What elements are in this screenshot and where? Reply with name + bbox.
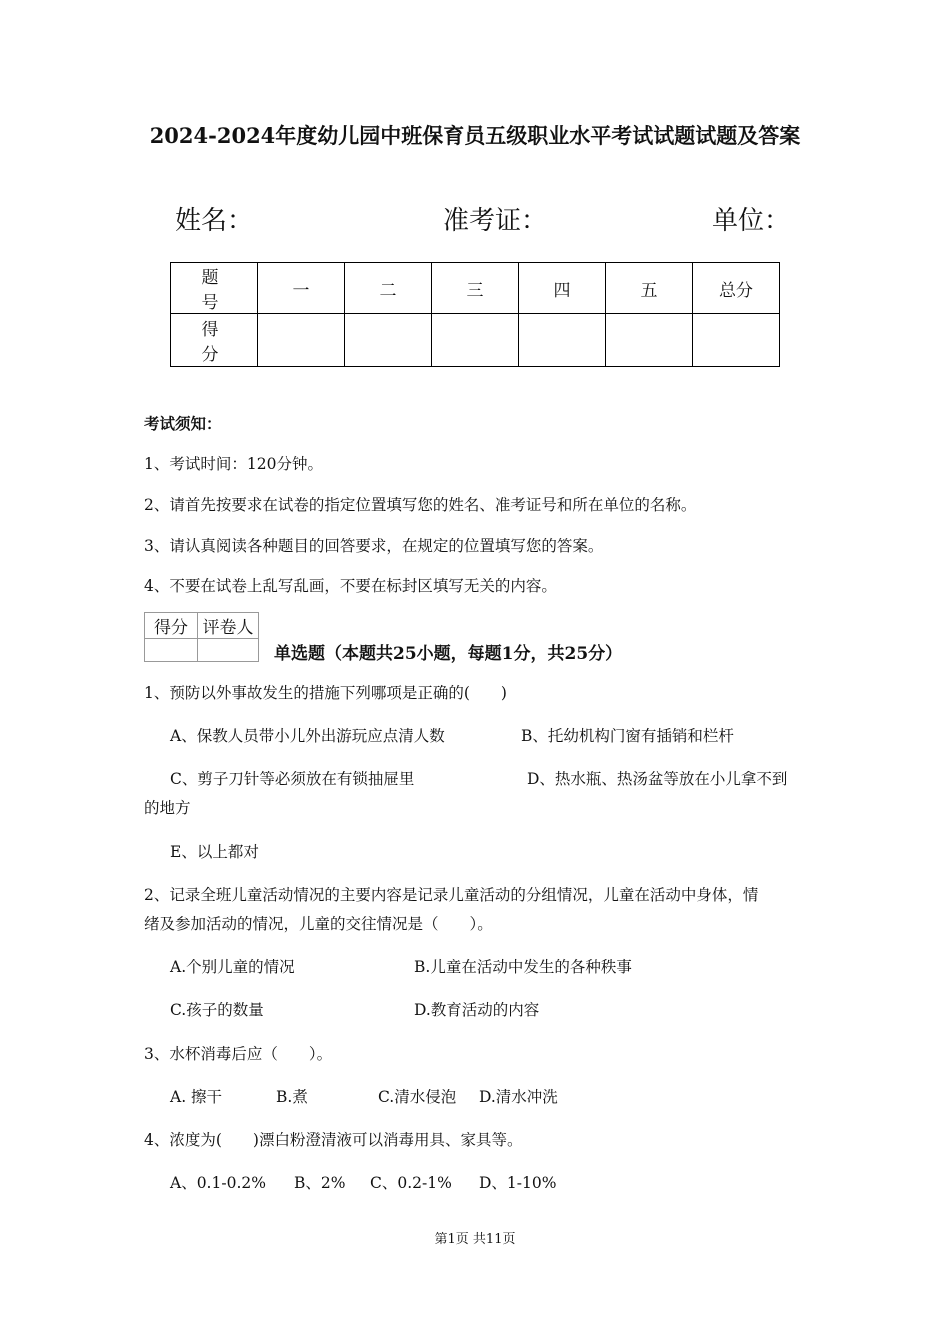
score-header-cell: 题 号 <box>171 263 258 314</box>
question-2-option-c: C.孩子的数量 <box>170 1001 264 1019</box>
question-4-option-d: D、1-10% <box>479 1174 557 1192</box>
unit-field-label: 单位： <box>712 206 791 236</box>
ticket-field-label: 准考证： <box>443 206 548 236</box>
score-cell[interactable] <box>345 314 432 367</box>
score-cell[interactable] <box>606 314 693 367</box>
document-title: 2024-2024年度幼儿园中班保育员五级职业水平考试试题试题及答案 <box>149 123 801 148</box>
question-1-option-a: A、保教人员带小儿外出游玩应点清人数 <box>170 727 445 745</box>
question-2-stem: 2、记录全班儿童活动情况的主要内容是记录儿童活动的分组情况，儿童在活动中身体，情 <box>144 886 759 904</box>
notice-item: 3、请认真阅读各种题目的回答要求，在规定的位置填写您的答案。 <box>144 537 604 555</box>
question-4-stem: 4、浓度为( )漂白粉澄清液可以消毒用具、家具等。 <box>144 1131 523 1149</box>
grader-score-label: 得分 <box>145 613 198 639</box>
score-header-cell: 五 <box>606 263 693 314</box>
question-2-option-d: D.教育活动的内容 <box>414 1001 540 1019</box>
score-row-label: 得 分 <box>171 314 258 367</box>
grader-name-label: 评卷人 <box>198 613 259 639</box>
question-2-option-a: A.个别儿童的情况 <box>170 958 295 976</box>
score-header-cell: 三 <box>432 263 519 314</box>
question-3-option-c: C.清水侵泡 <box>378 1088 457 1106</box>
score-table <box>170 262 780 367</box>
question-2-stem-cont: 绪及参加活动的情况，儿童的交往情况是（ ）。 <box>144 915 493 933</box>
grader-name-cell[interactable] <box>198 639 259 662</box>
section-title: 单选题（本题共25小题，每题1分，共25分） <box>274 644 623 664</box>
score-table-score-row <box>171 314 780 367</box>
question-4-option-c: C、0.2-1% <box>370 1174 452 1192</box>
question-3-option-d: D.清水冲洗 <box>479 1088 558 1106</box>
name-field-label: 姓名： <box>175 206 254 236</box>
score-header-cell: 四 <box>519 263 606 314</box>
question-1-option-c: C、剪子刀针等必须放在有锁抽屉里 <box>170 770 415 788</box>
question-1-option-e: E、以上都对 <box>170 843 259 861</box>
score-header-cell: 一 <box>258 263 345 314</box>
question-1-stem: 1、预防以外事故发生的措施下列哪项是正确的( ) <box>144 684 507 702</box>
notice-item: 4、不要在试卷上乱写乱画，不要在标封区填写无关的内容。 <box>144 577 557 595</box>
question-2-option-b: B.儿童在活动中发生的各种秩事 <box>414 958 632 976</box>
question-1-option-d-cont: 的地方 <box>144 799 191 817</box>
question-4-option-a: A、0.1-0.2% <box>170 1174 266 1192</box>
score-cell[interactable] <box>519 314 606 367</box>
score-cell[interactable] <box>258 314 345 367</box>
score-table-header-row <box>171 263 780 314</box>
grader-score-cell[interactable] <box>145 639 198 662</box>
grader-table <box>144 612 259 662</box>
score-header-cell: 总分 <box>693 263 780 314</box>
question-3-stem: 3、水杯消毒后应（ ）。 <box>144 1045 333 1063</box>
notice-title: 考试须知： <box>144 414 222 433</box>
question-4-option-b: B、2% <box>294 1174 346 1192</box>
question-1-option-d: D、热水瓶、热汤盆等放在小儿拿不到 <box>527 770 788 788</box>
notice-item: 2、请首先按要求在试卷的指定位置填写您的姓名、准考证号和所在单位的名称。 <box>144 496 697 514</box>
question-3-option-a: A. 擦干 <box>170 1088 223 1106</box>
score-cell[interactable] <box>693 314 780 367</box>
question-3-option-b: B.煮 <box>276 1088 308 1106</box>
notice-item: 1、考试时间：120分钟。 <box>144 455 323 473</box>
page-footer: 第1页 共11页 <box>434 1232 516 1247</box>
score-cell[interactable] <box>432 314 519 367</box>
score-header-cell: 二 <box>345 263 432 314</box>
question-1-option-b: B、托幼机构门窗有插销和栏杆 <box>521 727 734 745</box>
